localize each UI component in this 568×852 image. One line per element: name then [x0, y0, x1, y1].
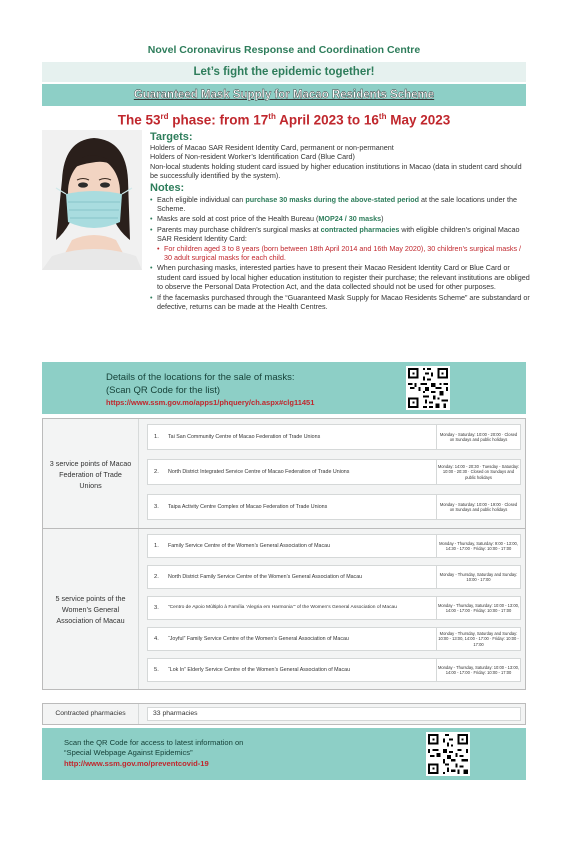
note-2-price: MOP24 / 30 masks — [318, 214, 382, 224]
opening-hours: Monday - Thursday, Saturday and Sunday: 10:00 - 17:00 — [436, 566, 520, 588]
note-1-c: at the sale locations under the Scheme. — [157, 194, 517, 214]
targets-heading: Targets: — [150, 131, 193, 143]
table-row — [147, 459, 521, 485]
scheme-banner — [42, 84, 526, 106]
locations-banner — [42, 362, 526, 414]
opening-hours: Monday - Thursday, Saturday and Sunday: 10:00 - 13:00, 14:00 - 17:00 · Friday: 10:00 - 17:00 — [436, 628, 520, 650]
locations-qr-code[interactable] — [406, 366, 450, 410]
row-number: 1. — [154, 543, 159, 549]
service-point-name: “Joyful” Family Service Centre of the Women’s General Association of Macau — [168, 636, 349, 642]
service-point-name: Taipa Activity Centre Complex of Macao Federation of Trade Unions — [168, 504, 328, 510]
row-number: 3. — [154, 504, 159, 510]
locations-url-link[interactable]: https://www.ssm.gov.mo/apps1/phquery/ch.aspx#clg11451 — [106, 398, 315, 407]
opening-hours: Monday - Saturday: 10:00 - 20:00 · Closed on Sundays and public holidays — [436, 425, 520, 449]
phase-ordinal-3: th — [378, 112, 387, 121]
scheme-title: Guaranteed Mask Supply for Macao Residents Scheme — [133, 89, 435, 101]
table-row — [147, 534, 521, 558]
slogan-text: Let’s fight the epidemic together! — [193, 66, 375, 78]
organization-name: Novel Coronavirus Response and Coordination Centre — [147, 44, 421, 56]
pharmacies-label: Contracted pharmacies — [43, 704, 139, 724]
target-line-3: Non-local students holding student card issued by higher education institutions in Macao (data in student card should be successfully identified by the system). — [150, 161, 522, 181]
note-3-highlight: contracted pharmacies — [320, 224, 400, 234]
note-3-a: Parents may purchase children’s surgical masks at — [157, 224, 321, 234]
footer-banner — [42, 728, 526, 780]
notes-heading: Notes: — [150, 181, 185, 194]
table-row — [147, 596, 521, 620]
notes-list — [150, 195, 530, 312]
service-point-name: “Centro de Apoio Múltiplo à Família ‘Alegria em Harmonia’” of the Women’s General Association of Macau — [168, 605, 397, 610]
opening-hours: Monday: 14:00 - 20:30 · Tuesday - Saturday: 10:00 - 20:30 · Closed on Sundays and public holidays — [436, 460, 520, 484]
phase-mid: phase: from 17 — [168, 112, 269, 128]
service-point-name: North District Family Service Centre of the Women’s General Association of Macau — [168, 574, 363, 580]
slogan-banner — [42, 62, 526, 82]
note-2-a: Masks are sold at cost price of the Health Bureau ( — [157, 214, 319, 224]
opening-hours: Monday - Thursday, Saturday: 9:00 - 13:00, 14:30 - 17:00 · Friday: 10:00 - 17:00 — [436, 535, 520, 557]
row-number: 2. — [154, 469, 159, 475]
phase-title — [0, 112, 568, 128]
row-number: 1. — [154, 434, 159, 440]
masked-woman-photo — [42, 130, 142, 270]
note-3 — [150, 225, 530, 263]
women-association-label: 5 service points of the Women’s General Association of Macau — [43, 529, 139, 689]
pharmacies-count: 33 pharmacies — [147, 707, 521, 721]
footer-qr-code[interactable] — [426, 732, 470, 776]
targets-and-notes — [150, 132, 530, 313]
note-1-highlight: purchase 30 masks during the above-stated period — [245, 194, 420, 204]
phase-prefix: The 53 — [117, 112, 161, 128]
note-4: • When purchasing masks, interested parties have to present their Macao Resident Identity Card or Blue Card or student card issued by local higher education institution to register their purchase; the relevant institutions are obliged to observe the Personal Data Protection Act, and the data collected should not be used for other purposes. — [150, 263, 530, 291]
unions-section — [42, 418, 526, 530]
footer-line-2: “Special Webpage Against Epidemics” — [64, 748, 193, 757]
phase-mid2: April 2023 to 16 — [275, 112, 379, 128]
note-3-c: with eligible children’s original Macao SAR Resident Identity Card: — [157, 224, 520, 244]
locations-qr-note: (Scan QR Code for the list) — [106, 385, 221, 396]
row-number: 5. — [154, 667, 159, 673]
service-point-name: North District Integrated Service Centre of Macao Federation of Trade Unions — [168, 469, 350, 475]
locations-title: Details of the locations for the sale of masks: — [106, 372, 295, 383]
footer-url-link[interactable]: http://www.ssm.gov.mo/preventcovid-19 — [64, 759, 209, 768]
phase-suffix: May 2023 — [386, 112, 451, 128]
target-line-2: Holders of Non-resident Worker’s Identification Card (Blue Card) — [150, 152, 355, 162]
opening-hours: Monday - Thursday, Saturday: 10:00 - 13:00, 14:00 - 17:00 · Friday: 10:00 - 17:00 — [436, 597, 520, 619]
note-1-a: Each eligible individual can — [157, 194, 246, 204]
footer-line-1: Scan the QR Code for access to latest information on — [64, 738, 244, 747]
table-row — [147, 627, 521, 651]
table-row — [147, 424, 521, 450]
row-number: 3. — [154, 605, 159, 611]
note-5: • If the facemasks purchased through the “Guaranteed Mask Supply for Macao Residents Scheme” are substandard or defective, returns can be made at the Health Centres. — [150, 293, 530, 312]
opening-hours: Monday - Saturday: 10:00 - 19:00 · Closed on Sundays and public holidays — [436, 495, 520, 519]
unions-label: 3 service points of Macao Federation of Trade Unions — [43, 419, 139, 529]
women-association-section — [42, 528, 526, 690]
opening-hours: Monday - Thursday, Saturday: 10:00 - 13:00, 14:00 - 17:00 · Friday: 10:00 - 17:00 — [436, 659, 520, 681]
table-row — [147, 494, 521, 520]
phase-ordinal-2: th — [268, 112, 276, 121]
phase-ordinal-1: rd — [160, 112, 169, 121]
note-2-c: ) — [381, 214, 384, 224]
note-1 — [150, 195, 530, 214]
row-number: 2. — [154, 574, 159, 580]
service-point-name: Family Service Centre of the Women’s General Association of Macau — [168, 543, 331, 549]
service-point-name: Tai San Community Centre of Macao Federation of Trade Unions — [168, 434, 321, 440]
note-3-children-detail: • For children aged 3 to 8 years (born between 18th April 2014 and 16th May 2020), 30 children’s surgical masks / 30 adult surgical masks for each child. — [157, 244, 530, 263]
target-line-1: Holders of Macao SAR Resident Identity Card, permanent or non-permanent — [150, 143, 394, 152]
note-2 — [150, 214, 530, 223]
row-number: 4. — [154, 636, 159, 642]
table-row — [147, 658, 521, 682]
pharmacies-row — [42, 703, 526, 725]
service-point-name: “Lok In” Elderly Service Centre of the Women’s General Association of Macau — [168, 667, 351, 673]
table-row — [147, 565, 521, 589]
